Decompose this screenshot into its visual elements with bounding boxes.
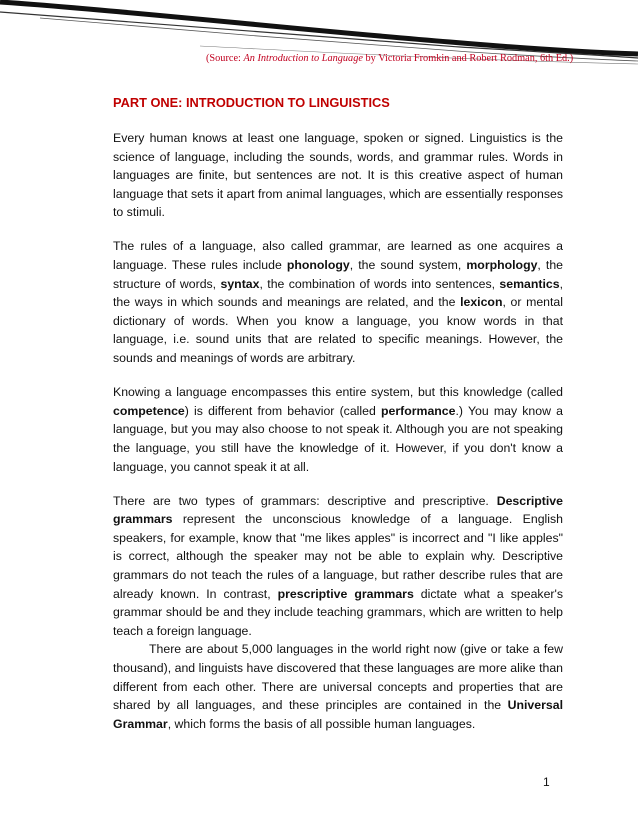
paragraph-1: Every human knows at least one language, spoken or signed. Linguistics is the science of language, including the sounds, words, and grammar rules. Words in languages are finite, but sentences are not. It is this creative aspect of human language that sets it apart from animal languages, which are essentially responses to stimuli.: [113, 131, 563, 220]
paragraph-5: [113, 640, 563, 733]
paragraph-2-text: The rules of a language, also called grammar, are learned as one acquires a language. These rules include: [113, 239, 563, 273]
term-morphology: morphology: [466, 258, 538, 273]
term-phonology: phonology: [286, 258, 350, 273]
source-suffix: by Victoria Fromkin and Robert Rodman, 6th Ed.): [362, 53, 574, 64]
paragraph-3-text: Knowing a language encompasses this entire system, but this knowledge (called: [113, 385, 563, 400]
term-universal-grammar: Universal Grammar: [113, 698, 563, 731]
paragraph-2-text: , the combination of words into sentences,: [259, 276, 500, 291]
page-title: PART ONE: INTRODUCTION TO LINGUISTICS: [113, 95, 390, 110]
term-performance: performance: [380, 403, 456, 418]
term-semantics: semantics: [499, 276, 560, 291]
paragraph-3: [113, 383, 563, 476]
paragraph-4-text: There are two types of grammars: descriptive and prescriptive.: [113, 493, 497, 508]
paragraph-2-text: , the ways in which sounds and meanings are related, and the: [113, 276, 563, 310]
term-prescriptive-grammars: prescriptive grammars: [277, 586, 414, 601]
paragraph-4: [113, 492, 563, 641]
term-lexicon: lexicon: [460, 295, 503, 310]
paragraph-2-text: , or mental dictionary of words. When you know a language, you know words in that language, i.e. sound units that are related to specific meanings. However, the sounds and meanings of words are arbitrary.: [113, 295, 563, 366]
source-book-title: An Introduction to Language: [243, 53, 363, 64]
term-syntax: syntax: [220, 276, 260, 291]
paragraph-4-text: dictate what a speaker's grammar should be and they include teaching grammars, which are written to help teach a foreign language.: [113, 586, 563, 638]
paragraph-5-text: There are about 5,000 languages in the world right now (give or take a few thousand), and linguists have discovered that these languages are more alike than different from each other. There are universal concepts and properties that are shared by all languages, and these principles are contained in the: [113, 642, 563, 713]
paragraph-2: [113, 237, 563, 367]
paragraph-3-text: ) is different from behavior (called: [184, 403, 381, 418]
paragraph-2-text: , the structure of words,: [113, 258, 564, 291]
paragraph-3-text: .) You may know a language, but you may also choose to not speak it. Although you are not speaking the language, you still have the knowledge of it. However, if you don't know a language, you cannot speak it at all.: [113, 403, 563, 474]
paragraph-4-text: represent the unconscious knowledge of a language. English speakers, for example, know that "me likes apples" is incorrect and "I like apples" is correct, although the speaker may not be able to explain why. Descriptive grammars do not teach the rules of a language, but rather describe rules that are already known. In contrast,: [113, 512, 563, 601]
body-text: [113, 129, 563, 749]
paragraph-2-text: , the sound system,: [349, 258, 467, 273]
paragraph-5-text: , which forms the basis of all possible human languages.: [167, 716, 476, 731]
term-competence: competence: [113, 403, 185, 418]
page-number: 1: [543, 775, 550, 789]
source-citation: [206, 53, 573, 64]
source-prefix: (Source:: [206, 53, 244, 64]
term-descriptive-grammars: Descriptive grammars: [113, 493, 563, 527]
